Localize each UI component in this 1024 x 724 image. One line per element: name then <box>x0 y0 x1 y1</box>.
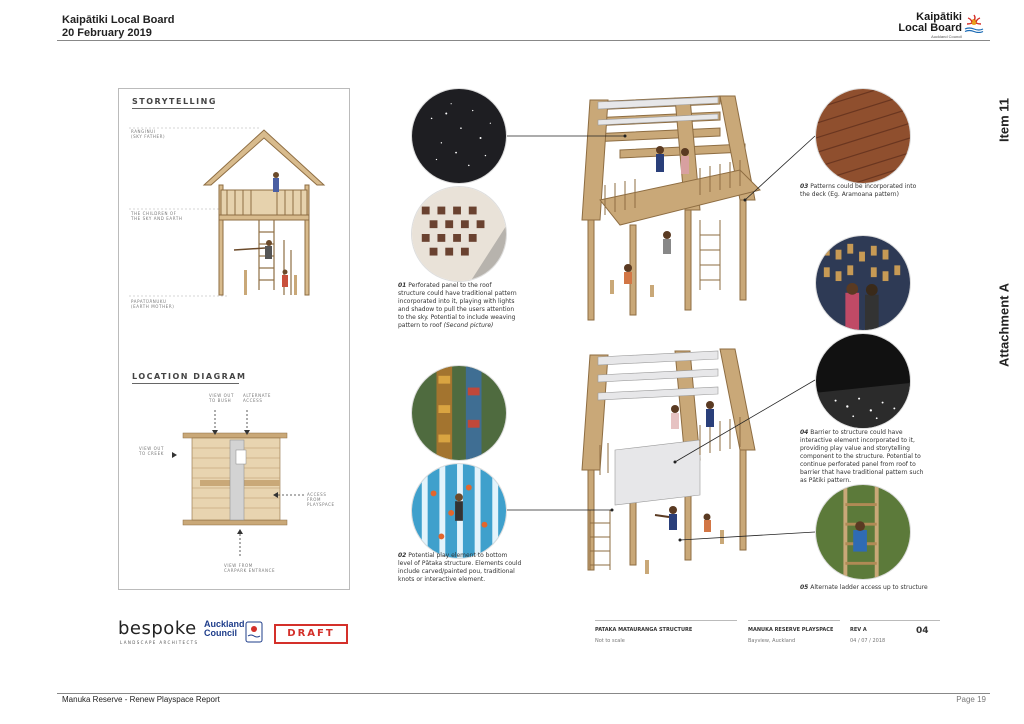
board-name: Kaipātiki Local Board <box>62 14 175 26</box>
storytelling-title: STORYTELLING <box>132 97 217 106</box>
view-bush-label: VIEW OUT TO BUSH <box>209 393 234 403</box>
page-number: Page 19 <box>956 695 986 704</box>
kaipatiki-logo: Kaipātiki Local Board Auckland Council <box>898 11 962 39</box>
bespoke-subtitle: LANDSCAPE ARCHITECTS <box>120 640 199 645</box>
alternate-access-label: ALTERNATE ACCESS <box>243 393 271 403</box>
footer-rule <box>57 693 990 694</box>
note-02: 02 Potential play element to bottom level of Pātaka structure. Elements could include carved/painted pou, traditional knots or interactive element. <box>398 552 522 583</box>
note-04: 04 Barrier to structure could have interactive element incorporated to it, providing play value and storytelling component to the structure. Potential to continue perforated panel from roof to barrier that have traditional pattern such as Pātiki pattern. <box>800 429 924 484</box>
ranginui-label: RANGINUI (SKY FATHER) <box>131 129 166 139</box>
note-01: 01 Perforated panel to the roof structure could have traditional pattern incorporated into it, playing with lights and shadow to pull the users attention to the sky. Potential to include weaving pattern to roof (Second picture) <box>398 282 517 329</box>
attachment-label: Attachment A <box>996 282 1012 368</box>
council-crest-icon <box>245 621 263 643</box>
footer-report-title: Manuka Reserve - Renew Playspace Report <box>62 695 220 704</box>
item-label: Item 11 <box>996 97 1012 143</box>
sheet-number: 04 <box>916 626 929 636</box>
view-creek-label: VIEW OUT TO CREEK <box>139 446 164 456</box>
bespoke-logo: bespoke <box>118 618 197 639</box>
view-carpark-label: VIEW FROM CARPARK ENTRANCE <box>224 563 276 573</box>
draft-stamp: DRAFT <box>274 624 348 644</box>
note-05: 05 Alternate ladder access up to structure <box>800 584 928 591</box>
titleblock-revision: REV A 04 / 07 / 2018 <box>850 620 940 660</box>
titleblock-drawing: PATAKA MATAURANGA STRUCTURE Not to scale <box>595 620 737 660</box>
auckland-council-logo: Auckland Council <box>204 619 245 638</box>
location-title: LOCATION DIAGRAM <box>132 372 247 381</box>
report-date: 20 February 2019 <box>62 27 152 39</box>
note-03: 03 Patterns could be incorporated into the deck (Eg. Aramoana pattern) <box>800 183 917 198</box>
access-playspace-label: ACCESS FROM PLAYSPACE <box>307 492 335 507</box>
titleblock-project: MANUKA RESERVE PLAYSPACE Bayview, Auckland <box>748 620 840 660</box>
papatuanuku-label: PAPATŪĀNUKU (EARTH MOTHER) <box>131 299 175 309</box>
children-label: THE CHILDREN OF THE SKY AND EARTH <box>131 211 183 221</box>
